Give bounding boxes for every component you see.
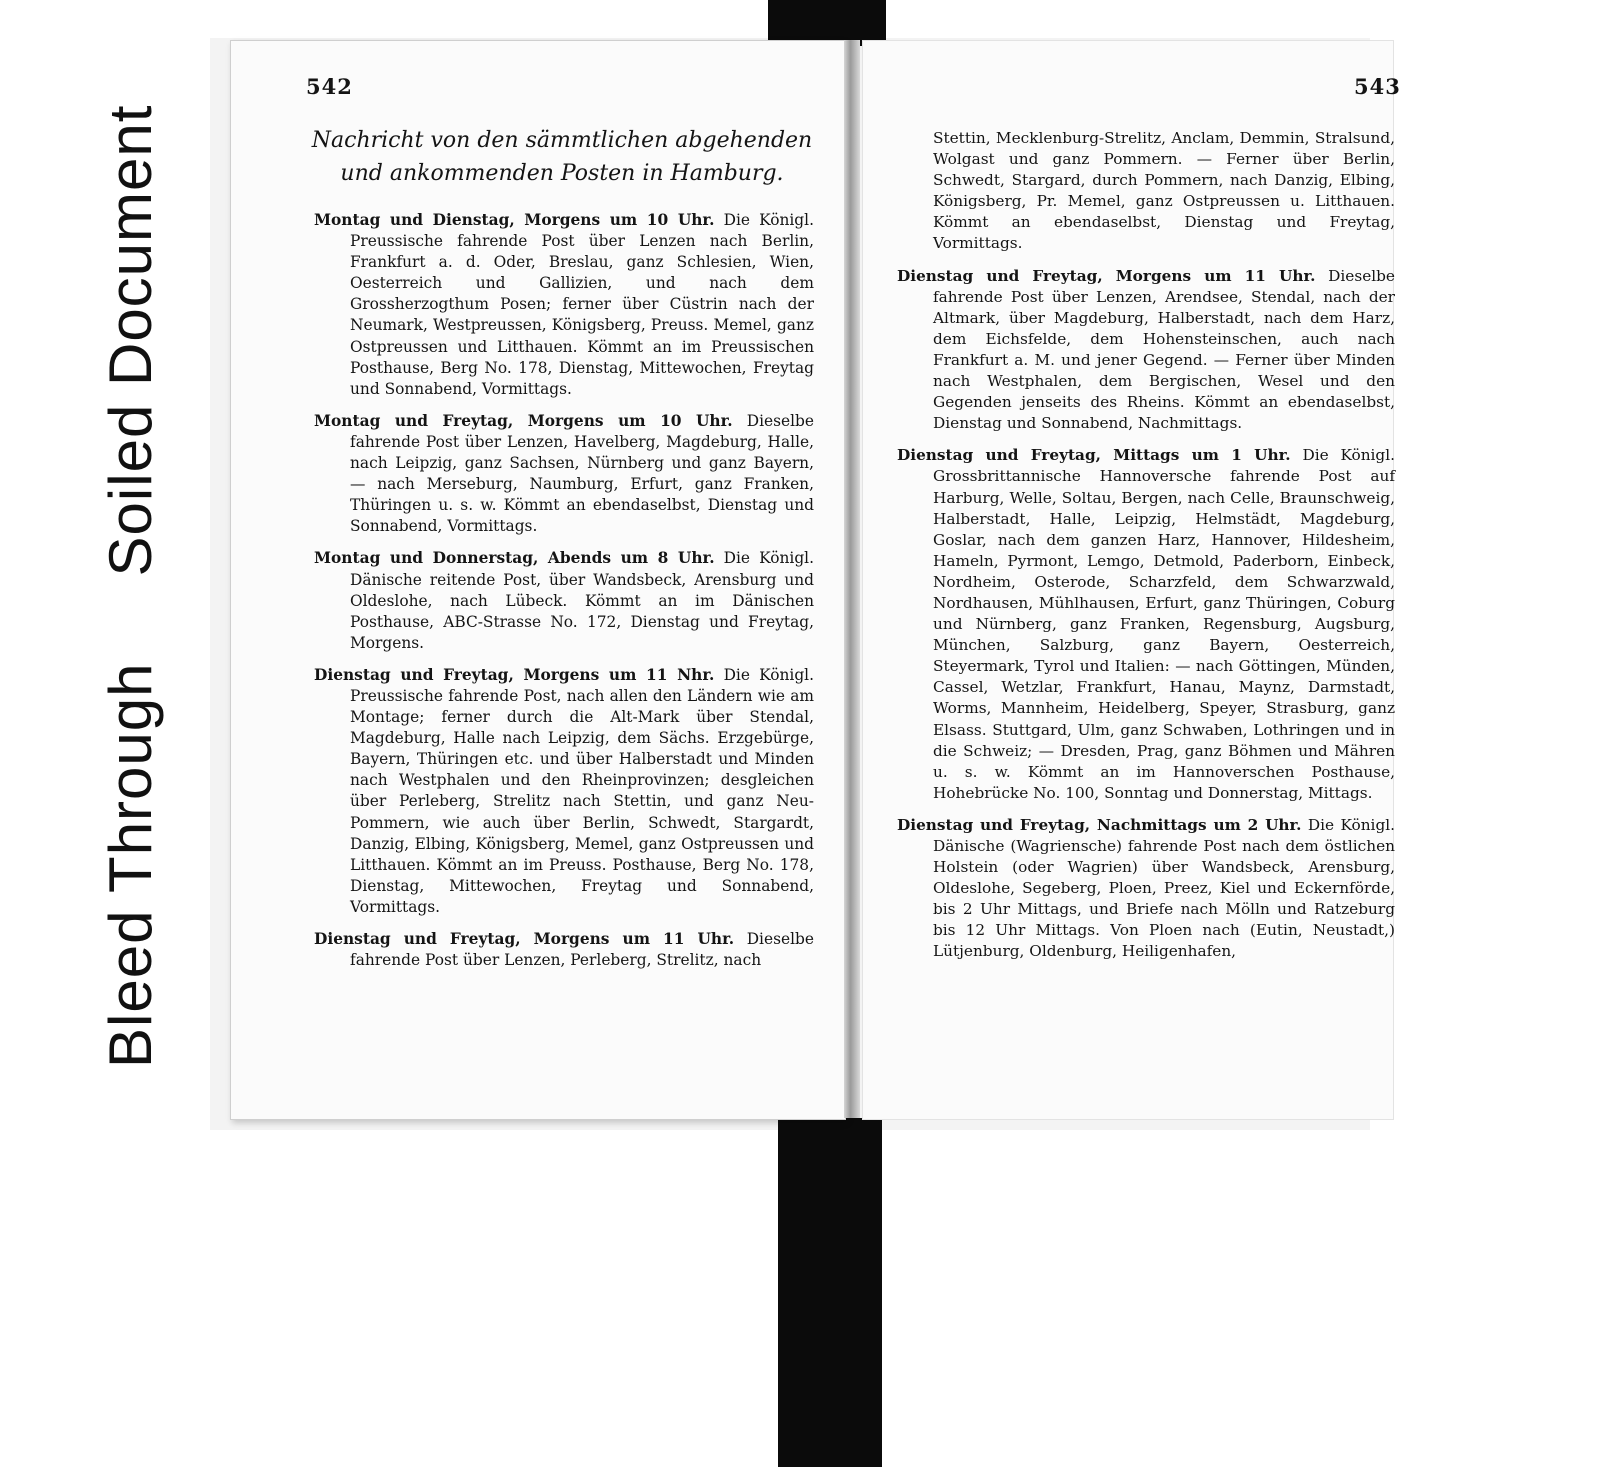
schedule-entry bbox=[314, 548, 814, 653]
entry-body: Dieselbe fahrende Post über Lenzen, Havelberg, Magdeburg, Halle, nach Leipzig, ganz Sachsen, Nürnberg und ganz Bayern, — nach Merseburg, Naumburg, Erfurt, ganz Franken, Thüringen u. s. w. Kömmt an ebendaselbst, Dienstag und Sonnabend, Vormittags. bbox=[350, 411, 814, 536]
left-entries bbox=[314, 210, 814, 982]
entry-lead: Montag und Donnerstag, Abends um 8 Uhr. bbox=[314, 549, 715, 568]
entry-lead: Dienstag und Freytag, Morgens um 11 Uhr. bbox=[897, 266, 1316, 285]
entry-body: Die Königl. Preussische fahrende Post, nach allen den Ländern wie am Montage; ferner durch die Alt-Mark über Stendal, Magdeburg, Halle nach Leipzig, dem Sächs. Erzgebürge, Bayern, Thüringen etc. und über Halberstadt und Minden nach Westphalen und den Rheinprovinzen; desgleichen über Perleberg, Strelitz nach Stettin, und ganz Neu-Pommern, wie auch über Berlin, Schwedt, Stargardt, Danzig, Elbing, Königsberg, Memel, ganz Ostpreussen und Litthauen. Kömmt an im Preuss. Posthause, Berg No. 178, Dienstag, Mittewochen, Freytag und Sonnabend, Vormittags. bbox=[350, 665, 814, 916]
entry-body: Die Königl. Dänische reitende Post, über Wandsbeck, Arensburg und Oldeslohe, nach Lübeck. Kömmt an im Dänischen Posthause, ABC-Strasse No. 172, Dienstag und Freytag, Morgens. bbox=[350, 549, 814, 652]
schedule-entry bbox=[314, 665, 814, 918]
right-page-number: 543 bbox=[1354, 74, 1401, 99]
entry-body: Dieselbe fahrende Post über Lenzen, Perleberg, Strelitz, nach bbox=[350, 930, 814, 970]
continued-entry: Stettin, Mecklenburg-Strelitz, Anclam, Demmin, Stralsund, Wolgast und ganz Pommern. — Ferner über Berlin, Schwedt, Stargard, durch Pommern, nach Danzig, Elbing, Königsberg, Pr. Memel, ganz Ostpreussen u. Litthauen. Kömmt an ebendaselbst, Dienstag und Freytag, Vormittags. bbox=[933, 129, 1395, 253]
side-label-soiled-document: Soiled Document bbox=[97, 104, 164, 577]
left-page-number: 542 bbox=[306, 74, 353, 99]
entry-body: Die Königl. Preussische fahrende Post über Lenzen nach Berlin, Frankfurt a. d. Oder, Breslau, ganz Schlesien, Wien, Oesterreich und Gallizien, und nach dem Grossherzogthum Posen; ferner über Cüstrin nach der Neumark, Westpreussen, Königsberg, Preuss. Memel, ganz Ostpreussen und Litthauen. Kömmt an im Preussischen Posthause, Berg No. 178, Dienstag, Mittewochen, Freytag und Sonnabend, Vormittags. bbox=[350, 211, 814, 398]
right-entries bbox=[897, 128, 1395, 974]
side-label bbox=[96, 105, 165, 1068]
entry-lead: Dienstag und Freytag, Morgens um 11 Uhr. bbox=[314, 930, 735, 948]
entry-lead: Montag und Freytag, Morgens um 10 Uhr. bbox=[314, 411, 733, 430]
entry-lead: Dienstag und Freytag, Nachmittags um 2 Uhr. bbox=[897, 815, 1302, 834]
gutter-bar-bottom bbox=[778, 1118, 882, 1467]
schedule-entry bbox=[897, 815, 1395, 963]
entry-body: Die Königl. Dänische (Wagriensche) fahrende Post nach dem östlichen Holstein (oder Wagrien) über Wandsbeck, Arensburg, Oldeslohe, Segeberg, Ploen, Preez, Kiel und Eckernförde, bis 2 Uhr Mittags, und Briefe nach Mölln und Ratzeburg bis 12 Uhr Mittags. Von Ploen nach (Eutin, Neustadt,) Lütjenburg, Oldenburg, Heiligenhafen, bbox=[933, 815, 1395, 961]
entry-body: Dieselbe fahrende Post über Lenzen, Arendsee, Stendal, nach der Altmark, über Magdeburg, Halberstadt, nach dem Harz, dem Eichsfelde, dem Hohensteinschen, auch nach Frankfurt a. M. und jener Gegend. — Ferner über Minden nach Westphalen, dem Bergischen, Wesel und den Gegenden jenseits des Rheins. Kömmt an ebendaselbst, Dienstag und Sonnabend, Nachmittags. bbox=[933, 266, 1395, 433]
book-gutter bbox=[844, 40, 860, 1118]
page-heading: Nachricht von den sämmtlichen abgehenden und ankommenden Posten in Hamburg. bbox=[311, 128, 813, 186]
schedule-entry bbox=[314, 411, 814, 538]
entry-lead: Dienstag und Freytag, Morgens um 11 Nhr. bbox=[314, 665, 715, 684]
schedule-entry bbox=[897, 445, 1395, 804]
entry-body: Die Königl. Grossbrittannische Hannoversche fahrende Post auf Harburg, Welle, Soltau, Bergen, nach Celle, Braunschweig, Halberstadt, Halle, Leipzig, Helmstädt, Magdeburg, Goslar, nach dem ganzen Harz, Hannover, Hildesheim, Hameln, Pyrmont, Lemgo, Detmold, Paderborn, Einbeck, Nordheim, Osterode, Scharzfeld, dem Schwarzwald, Nordhausen, Mühlhausen, Erfurt, ganz Thüringen, Coburg und Nürnberg, ganz Franken, Regensburg, Augsburg, München, Salzburg, ganz Bayern, Oesterreich, Steyermark, Tyrol und Italien: — nach Göttingen, Münden, Cassel, Wetzlar, Frankfurt, Hanau, Maynz, Darmstadt, Worms, Mannheim, Heidelberg, Speyer, Strasburg, ganz Elsass. Stuttgard, Ulm, ganz Schwaben, Lothringen und in die Schweiz; — Dresden, Prag, ganz Böhmen und Mähren u. s. w. Kömmt an im Hannoverschen Posthause, Hohebrücke No. 100, Sonntag und Donnerstag, Mittags. bbox=[933, 446, 1395, 802]
entry-lead: Dienstag und Freytag, Mittags um 1 Uhr. bbox=[897, 446, 1291, 465]
schedule-entry bbox=[314, 210, 814, 400]
entry-lead: Montag und Dienstag, Morgens um 10 Uhr. bbox=[314, 211, 715, 229]
side-label-bleed-through: Bleed Through bbox=[97, 662, 164, 1068]
schedule-entry bbox=[897, 266, 1395, 435]
schedule-entry bbox=[314, 929, 814, 971]
